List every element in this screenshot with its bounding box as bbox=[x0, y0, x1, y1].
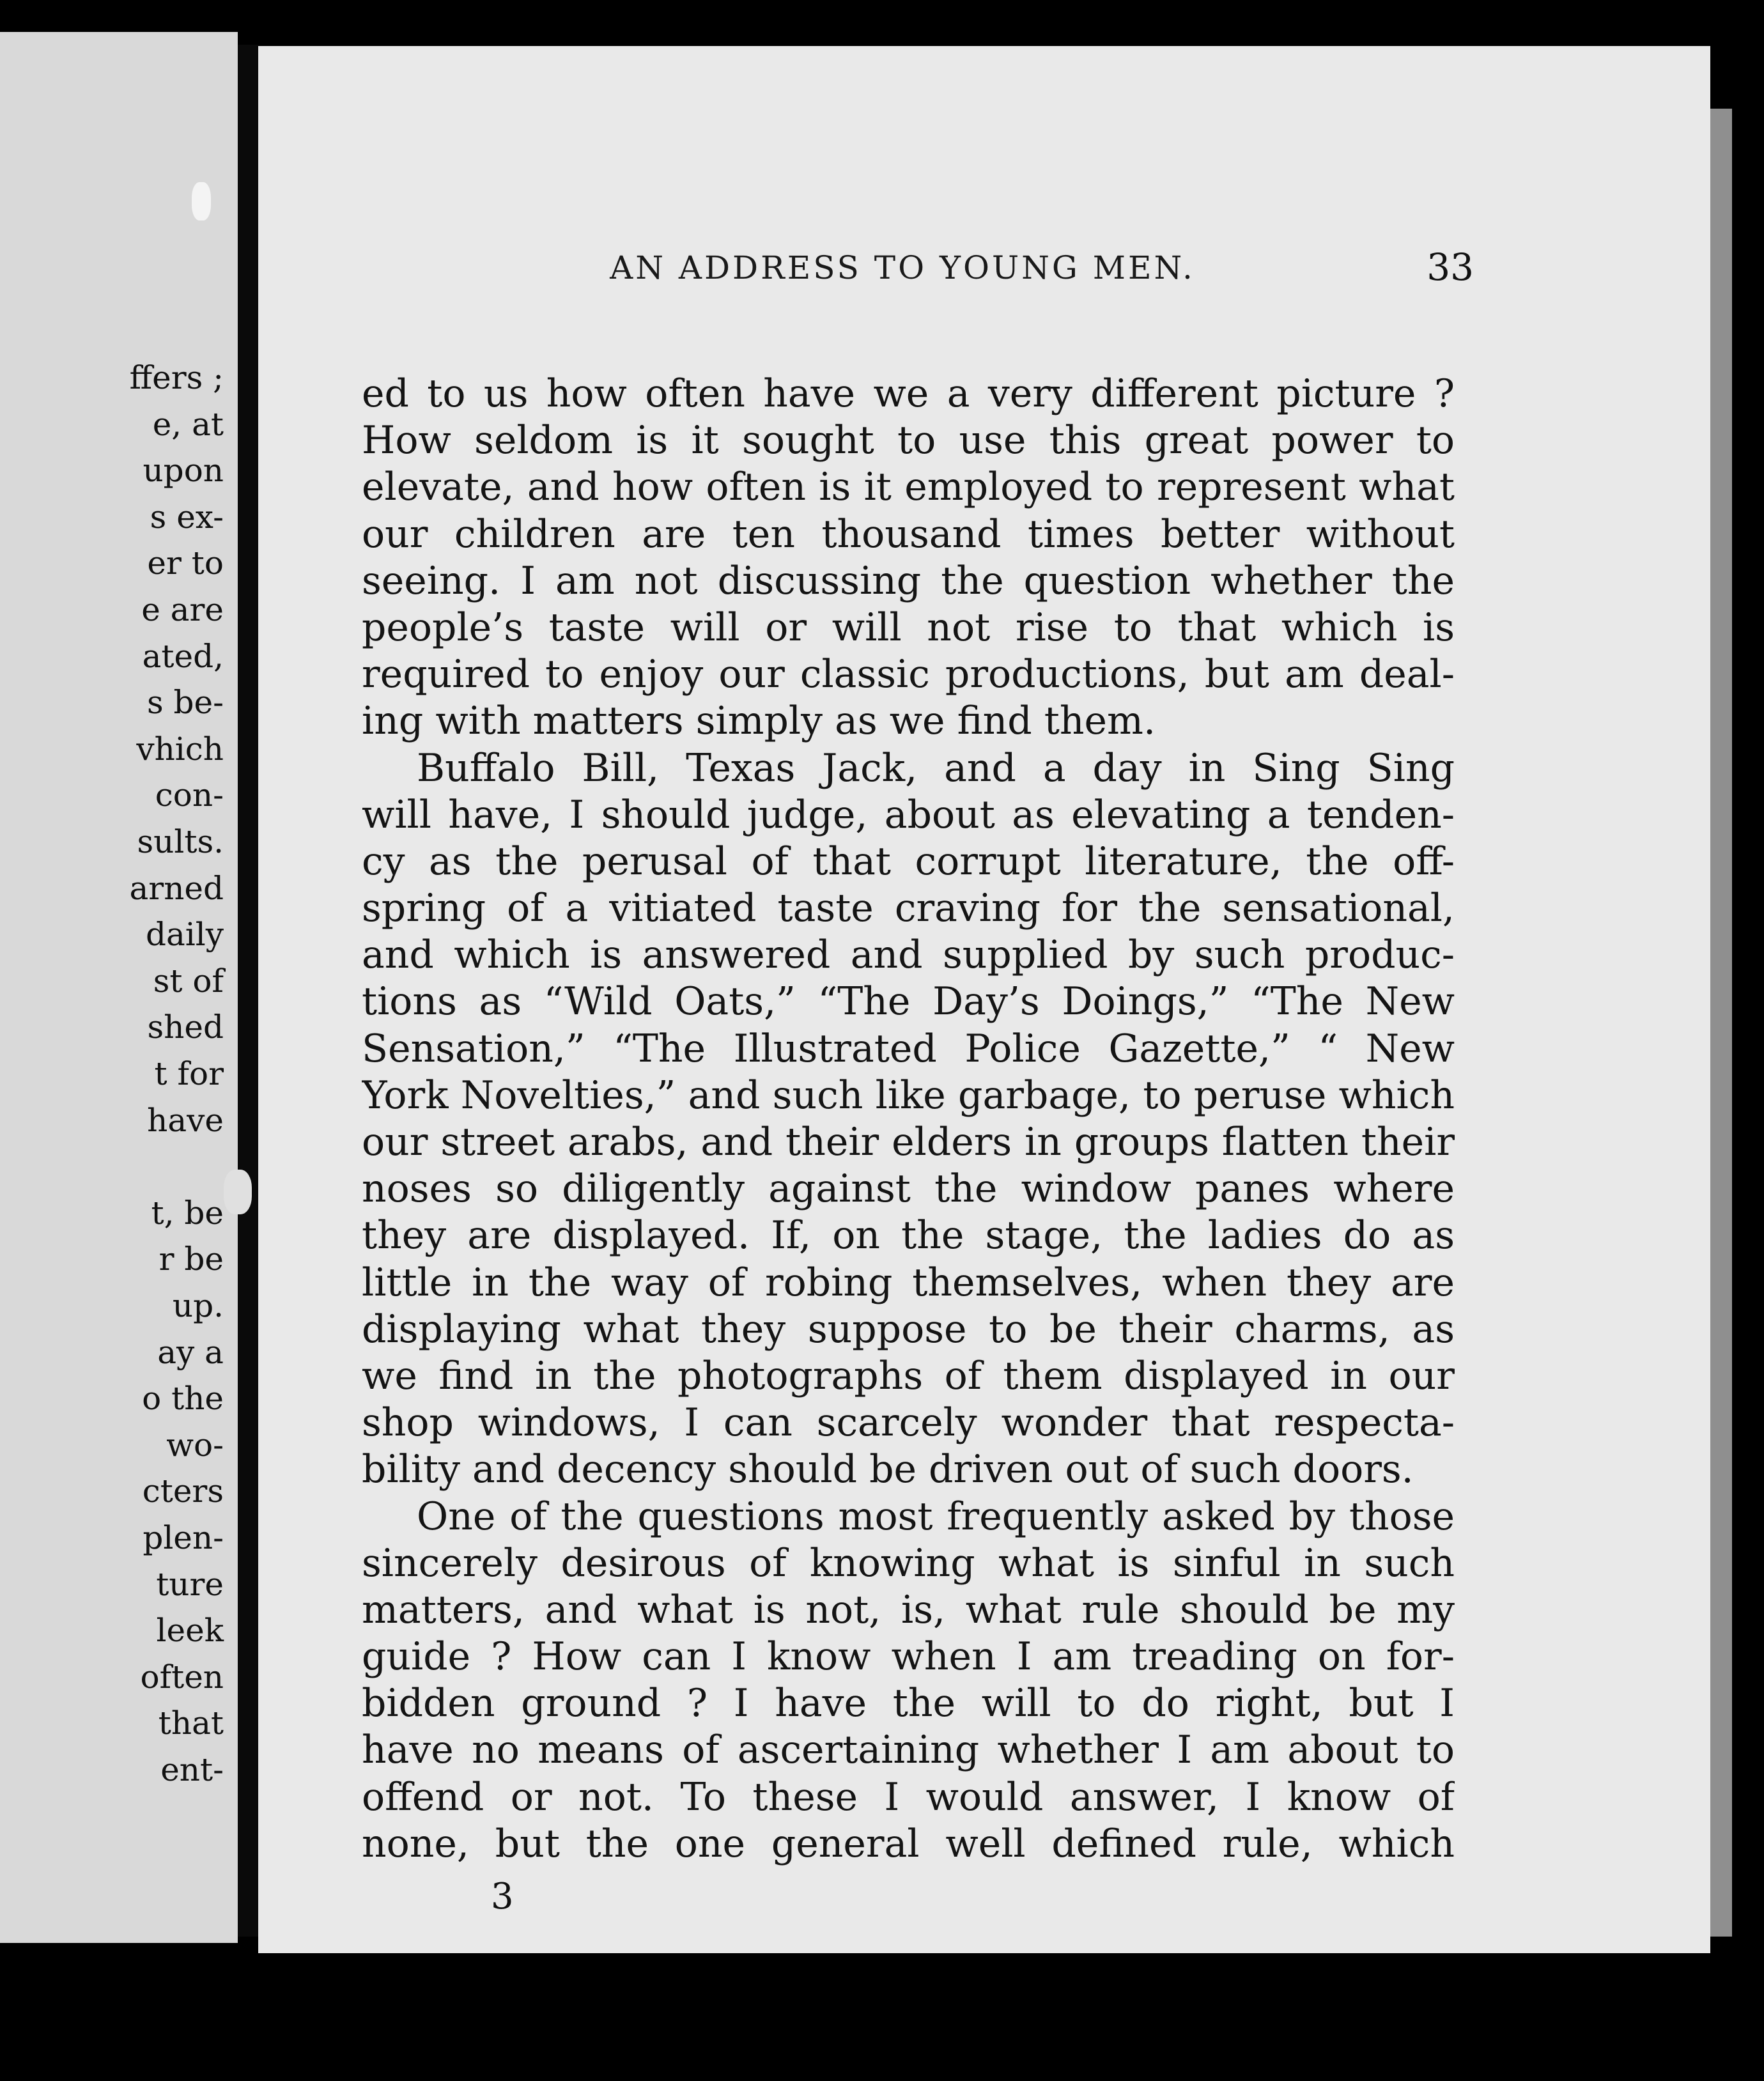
text-line: have no means of ascertaining whether I am about to bbox=[362, 1728, 1455, 1773]
binding-tear bbox=[224, 1170, 252, 1214]
text-line: Sensation,” “The Illustrated Police Gazette,” “ New bbox=[362, 1026, 1455, 1071]
left-page-line: ture bbox=[156, 1565, 224, 1603]
left-page-line: e are bbox=[141, 591, 224, 628]
left-page-line: ffers ; bbox=[129, 359, 224, 396]
text-line: our children are ten thousand times better without bbox=[362, 511, 1455, 557]
left-page-line: arned bbox=[129, 869, 224, 907]
left-page-line: s be- bbox=[146, 684, 224, 722]
left-page bbox=[0, 32, 238, 1943]
body-text bbox=[362, 371, 1455, 1868]
left-page-line: that bbox=[158, 1705, 224, 1742]
left-page-line: t, be bbox=[151, 1194, 224, 1232]
text-line: cy as the perusal of that corrupt literature, the off- bbox=[362, 839, 1455, 884]
paragraph-1 bbox=[362, 371, 1455, 745]
left-page-line: s ex- bbox=[150, 498, 224, 536]
text-line: people’s taste will or will not rise to that which is bbox=[362, 605, 1455, 650]
left-page-line: sults. bbox=[137, 823, 224, 860]
text-line: tions as “Wild Oats,” “The Day’s Doings,” “The New bbox=[362, 979, 1455, 1025]
text-line: Buffalo Bill, Texas Jack, and a day in Sing Sing bbox=[417, 745, 1455, 791]
paragraph-2 bbox=[362, 745, 1455, 1494]
left-page-line: shed bbox=[147, 1009, 224, 1046]
left-page-line: t for bbox=[154, 1055, 224, 1092]
left-page-line: vhich bbox=[136, 730, 224, 768]
left-page-line: up. bbox=[172, 1287, 224, 1324]
text-line: none, but the one general well defined rule, which bbox=[362, 1821, 1455, 1866]
left-page-line: ay a bbox=[157, 1333, 224, 1371]
left-page-line: cters bbox=[142, 1473, 224, 1510]
left-page-line: er to bbox=[147, 545, 224, 582]
text-line: and which is answered and supplied by such produc- bbox=[362, 932, 1455, 978]
text-line: our street arabs, and their elders in groups flatten their bbox=[362, 1120, 1455, 1164]
text-line: noses so diligently against the window panes where bbox=[362, 1166, 1455, 1212]
text-line: York Novelties,” and such like garbage, to peruse which bbox=[362, 1072, 1455, 1118]
page-number: 33 bbox=[1427, 245, 1474, 289]
text-line: they are displayed. If, on the stage, the ladies do as bbox=[362, 1213, 1455, 1258]
text-line: elevate, and how often is it employed to represent what bbox=[362, 465, 1455, 510]
text-line: shop windows, I can scarcely wonder that respecta- bbox=[362, 1400, 1455, 1446]
text-line: displaying what they suppose to be their charms, as bbox=[362, 1306, 1455, 1352]
text-line: How seldom is it sought to use this great power to bbox=[362, 418, 1455, 463]
left-page-line: ent- bbox=[160, 1751, 224, 1788]
left-page-line: daily bbox=[145, 916, 224, 954]
text-line: One of the questions most frequently asked by those bbox=[417, 1494, 1455, 1539]
text-line: bidden ground ? I have the will to do right, but I bbox=[362, 1681, 1455, 1726]
left-page-line: wo- bbox=[166, 1426, 224, 1464]
running-head: AN ADDRESS TO YOUNG MEN. bbox=[610, 249, 1195, 286]
left-page-line: st of bbox=[153, 962, 224, 1000]
text-line: little in the way of robing themselves, when they are bbox=[362, 1260, 1455, 1305]
book-gutter bbox=[238, 45, 258, 1937]
signature-mark: 3 bbox=[491, 1876, 514, 1917]
left-page-line: have bbox=[147, 1101, 224, 1139]
left-page-line: often bbox=[140, 1658, 224, 1696]
text-line: ing with matters simply as we find them. bbox=[362, 699, 1156, 744]
text-line: matters, and what is not, is, what rule should be my bbox=[362, 1587, 1455, 1632]
left-page-line: ated, bbox=[142, 637, 224, 675]
left-page-line: e, at bbox=[152, 405, 224, 443]
text-line: spring of a vitiated taste craving for the sensational, bbox=[362, 886, 1455, 931]
left-page-line: upon bbox=[143, 452, 224, 490]
page-edge bbox=[1710, 109, 1732, 1937]
text-line: sincerely desirous of knowing what is sinful in such bbox=[362, 1540, 1455, 1586]
paragraph-3 bbox=[362, 1494, 1455, 1868]
left-page-line: r be bbox=[159, 1241, 224, 1278]
text-line: bility and decency should be driven out of such doors. bbox=[362, 1447, 1414, 1492]
left-page-line: plen- bbox=[143, 1519, 224, 1556]
text-line: will have, I should judge, about as elevating a tenden- bbox=[362, 792, 1455, 837]
text-line: seeing. I am not discussing the question whether the bbox=[362, 558, 1455, 603]
paper-tear bbox=[192, 182, 211, 220]
text-line: we find in the photographs of them displayed in our bbox=[362, 1353, 1455, 1398]
text-line: required to enjoy our classic productions, but am deal- bbox=[362, 652, 1455, 697]
text-line: ed to us how often have we a very different picture ? bbox=[362, 371, 1455, 416]
left-page-line: leek bbox=[156, 1612, 224, 1650]
left-page-line: con- bbox=[155, 777, 224, 814]
text-line: guide ? How can I know when I am treading on for- bbox=[362, 1634, 1455, 1680]
text-line: offend or not. To these I would answer, I know of bbox=[362, 1774, 1455, 1820]
left-page-line: o the bbox=[142, 1380, 224, 1418]
